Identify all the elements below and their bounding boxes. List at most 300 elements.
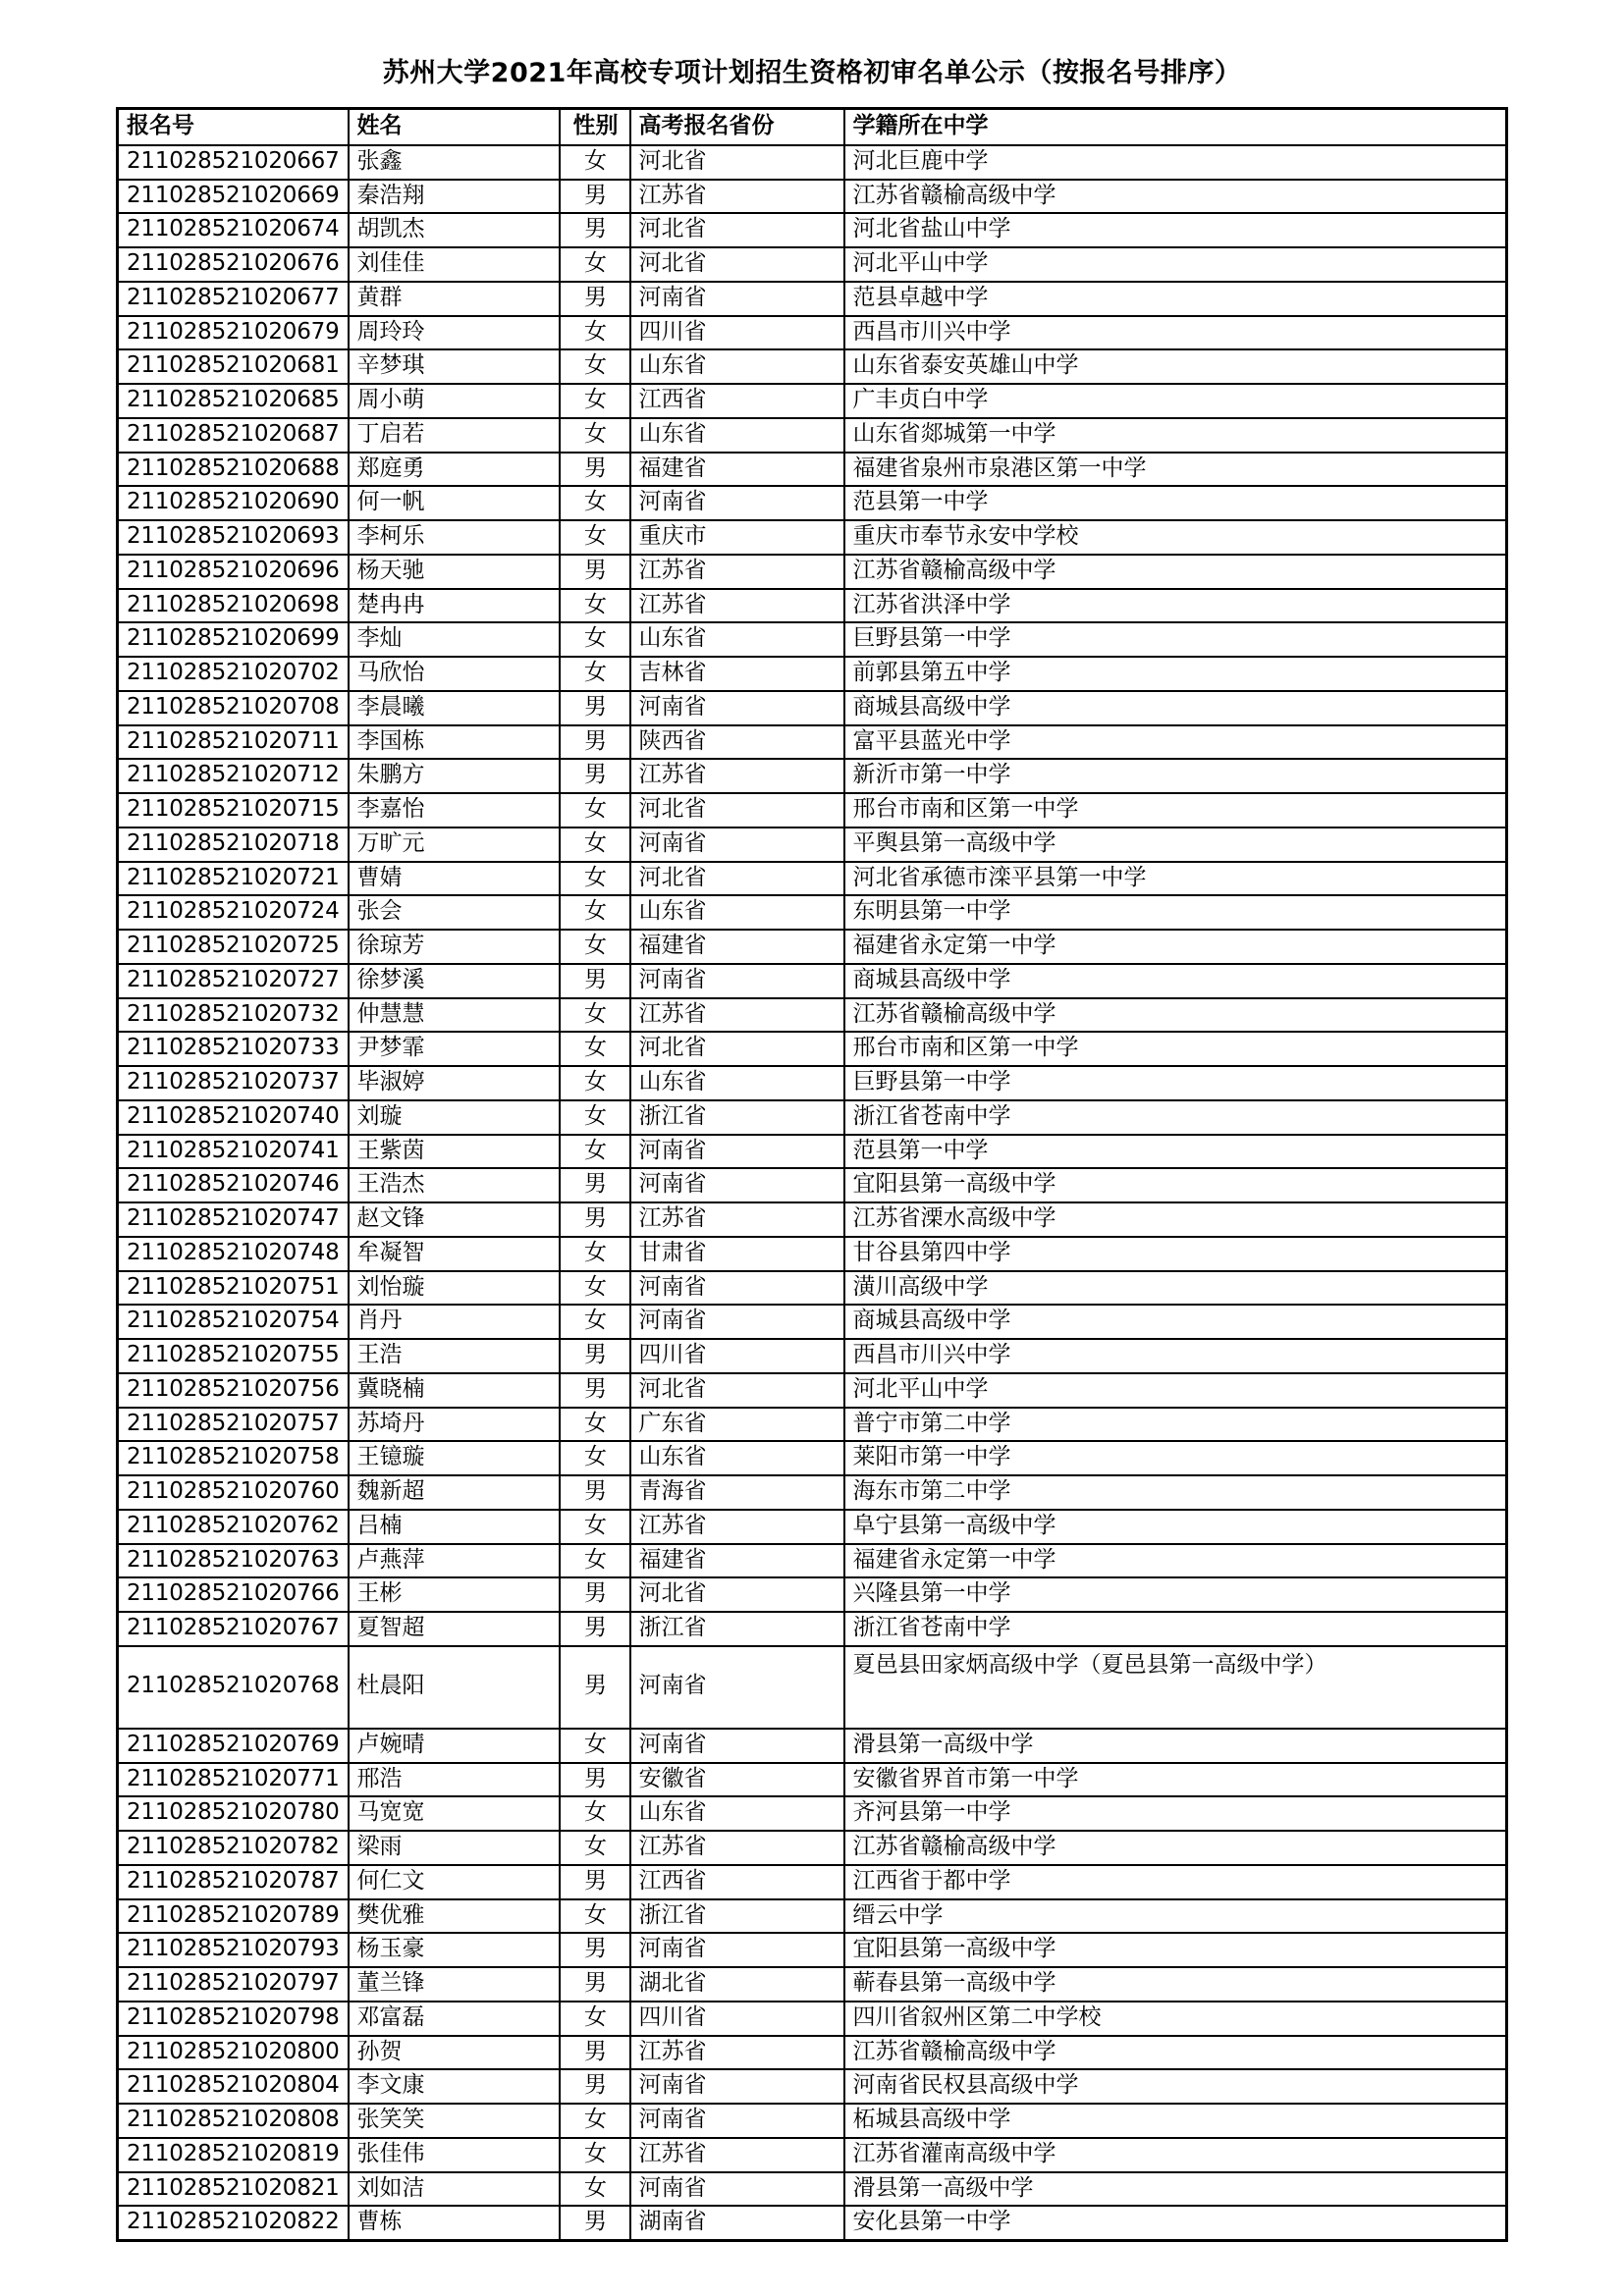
cell-registration-number: 211028521020708 bbox=[118, 691, 349, 725]
cell-gender: 女 bbox=[560, 1899, 630, 1934]
cell-gender: 女 bbox=[560, 1066, 630, 1100]
cell-registration-number: 211028521020793 bbox=[118, 1933, 349, 1967]
cell-name: 王浩杰 bbox=[349, 1168, 560, 1202]
cell-name: 李晨曦 bbox=[349, 691, 560, 725]
cell-name: 杨天驰 bbox=[349, 555, 560, 589]
cell-gender: 男 bbox=[560, 1646, 630, 1729]
cell-name: 周小萌 bbox=[349, 384, 560, 418]
cell-name: 何仁文 bbox=[349, 1865, 560, 1899]
cell-name: 魏新超 bbox=[349, 1475, 560, 1510]
cell-name: 王紫茵 bbox=[349, 1135, 560, 1169]
cell-school: 东明县第一中学 bbox=[844, 895, 1507, 930]
cell-registration-number: 211028521020822 bbox=[118, 2206, 349, 2240]
cell-school: 阜宁县第一高级中学 bbox=[844, 1510, 1507, 1544]
table-row bbox=[118, 1544, 1507, 1578]
cell-exam-province: 广东省 bbox=[630, 1408, 844, 1442]
cell-gender: 女 bbox=[560, 1510, 630, 1544]
cell-school: 四川省叙州区第二中学校 bbox=[844, 2002, 1507, 2036]
cell-gender: 男 bbox=[560, 1168, 630, 1202]
cell-school: 西昌市川兴中学 bbox=[844, 1339, 1507, 1373]
cell-registration-number: 211028521020693 bbox=[118, 520, 349, 555]
table-row bbox=[118, 1066, 1507, 1100]
cell-school: 西昌市川兴中学 bbox=[844, 316, 1507, 350]
cell-registration-number: 211028521020769 bbox=[118, 1729, 349, 1763]
cell-name: 周玲玲 bbox=[349, 316, 560, 350]
cell-exam-province: 河北省 bbox=[630, 213, 844, 247]
cell-school: 莱阳市第一中学 bbox=[844, 1441, 1507, 1475]
cell-exam-province: 四川省 bbox=[630, 316, 844, 350]
cell-exam-province: 山东省 bbox=[630, 895, 844, 930]
table-row bbox=[118, 1646, 1507, 1729]
cell-registration-number: 211028521020741 bbox=[118, 1135, 349, 1169]
cell-exam-province: 河南省 bbox=[630, 1646, 844, 1729]
cell-school: 重庆市奉节永安中学校 bbox=[844, 520, 1507, 555]
cell-registration-number: 211028521020676 bbox=[118, 247, 349, 282]
table-row bbox=[118, 486, 1507, 520]
cell-school: 江苏省洪泽中学 bbox=[844, 589, 1507, 623]
cell-gender: 女 bbox=[560, 145, 630, 180]
cell-gender: 女 bbox=[560, 1729, 630, 1763]
cell-name: 杨玉豪 bbox=[349, 1933, 560, 1967]
cell-name: 万旷元 bbox=[349, 828, 560, 862]
cell-gender: 女 bbox=[560, 622, 630, 657]
cell-exam-province: 湖南省 bbox=[630, 2206, 844, 2240]
cell-exam-province: 江苏省 bbox=[630, 1510, 844, 1544]
table-row bbox=[118, 1135, 1507, 1169]
cell-school: 邢台市南和区第一中学 bbox=[844, 793, 1507, 828]
cell-exam-province: 河南省 bbox=[630, 691, 844, 725]
cell-name: 董兰锋 bbox=[349, 1967, 560, 2002]
roster-table bbox=[116, 107, 1508, 2242]
table-row bbox=[118, 998, 1507, 1033]
cell-school: 山东省郯城第一中学 bbox=[844, 418, 1507, 453]
column-header-exam-province: 高考报名省份 bbox=[630, 109, 844, 145]
cell-gender: 女 bbox=[560, 384, 630, 418]
table-row bbox=[118, 1100, 1507, 1135]
cell-exam-province: 青海省 bbox=[630, 1475, 844, 1510]
cell-school: 福建省泉州市泉港区第一中学 bbox=[844, 453, 1507, 487]
table-row bbox=[118, 1763, 1507, 1797]
cell-registration-number: 211028521020688 bbox=[118, 453, 349, 487]
cell-school: 商城县高级中学 bbox=[844, 964, 1507, 998]
table-row bbox=[118, 2206, 1507, 2240]
cell-school: 兴隆县第一中学 bbox=[844, 1577, 1507, 1612]
cell-school: 江西省于都中学 bbox=[844, 1865, 1507, 1899]
cell-exam-province: 河北省 bbox=[630, 862, 844, 896]
cell-name: 何一帆 bbox=[349, 486, 560, 520]
cell-exam-province: 浙江省 bbox=[630, 1100, 844, 1135]
table-row bbox=[118, 1237, 1507, 1271]
table-row bbox=[118, 1865, 1507, 1899]
table-row bbox=[118, 1202, 1507, 1237]
cell-exam-province: 河北省 bbox=[630, 145, 844, 180]
cell-registration-number: 211028521020756 bbox=[118, 1373, 349, 1408]
cell-gender: 女 bbox=[560, 1441, 630, 1475]
table-row bbox=[118, 759, 1507, 793]
cell-exam-province: 河北省 bbox=[630, 247, 844, 282]
cell-school: 江苏省赣榆高级中学 bbox=[844, 555, 1507, 589]
cell-name: 邓富磊 bbox=[349, 2002, 560, 2036]
cell-registration-number: 211028521020797 bbox=[118, 1967, 349, 2002]
cell-school: 河北平山中学 bbox=[844, 247, 1507, 282]
cell-exam-province: 河北省 bbox=[630, 793, 844, 828]
cell-registration-number: 211028521020681 bbox=[118, 349, 349, 384]
cell-name: 樊优雅 bbox=[349, 1899, 560, 1934]
table-row bbox=[118, 1373, 1507, 1408]
table-row bbox=[118, 316, 1507, 350]
cell-gender: 女 bbox=[560, 1796, 630, 1831]
table-row bbox=[118, 1967, 1507, 2002]
table-row bbox=[118, 1271, 1507, 1306]
cell-exam-province: 河南省 bbox=[630, 2104, 844, 2138]
cell-gender: 男 bbox=[560, 213, 630, 247]
table-row bbox=[118, 1408, 1507, 1442]
cell-registration-number: 211028521020747 bbox=[118, 1202, 349, 1237]
cell-gender: 女 bbox=[560, 247, 630, 282]
cell-registration-number: 211028521020821 bbox=[118, 2172, 349, 2207]
cell-registration-number: 211028521020819 bbox=[118, 2138, 349, 2172]
cell-name: 秦浩翔 bbox=[349, 180, 560, 214]
cell-name: 肖丹 bbox=[349, 1305, 560, 1339]
cell-gender: 男 bbox=[560, 2206, 630, 2240]
cell-school: 范县第一中学 bbox=[844, 1135, 1507, 1169]
cell-gender: 男 bbox=[560, 1339, 630, 1373]
cell-exam-province: 山东省 bbox=[630, 1796, 844, 1831]
cell-school: 潢川高级中学 bbox=[844, 1271, 1507, 1306]
cell-registration-number: 211028521020702 bbox=[118, 657, 349, 691]
cell-school: 江苏省赣榆高级中学 bbox=[844, 2036, 1507, 2070]
cell-name: 李灿 bbox=[349, 622, 560, 657]
cell-school: 新沂市第一中学 bbox=[844, 759, 1507, 793]
cell-registration-number: 211028521020724 bbox=[118, 895, 349, 930]
table-row bbox=[118, 2036, 1507, 2070]
cell-registration-number: 211028521020718 bbox=[118, 828, 349, 862]
cell-name: 吕楠 bbox=[349, 1510, 560, 1544]
cell-name: 朱鹏方 bbox=[349, 759, 560, 793]
cell-school: 商城县高级中学 bbox=[844, 691, 1507, 725]
cell-exam-province: 河南省 bbox=[630, 2172, 844, 2207]
cell-exam-province: 山东省 bbox=[630, 349, 844, 384]
cell-gender: 女 bbox=[560, 1135, 630, 1169]
table-row bbox=[118, 1510, 1507, 1544]
cell-name: 刘佳佳 bbox=[349, 247, 560, 282]
table-row bbox=[118, 793, 1507, 828]
cell-registration-number: 211028521020763 bbox=[118, 1544, 349, 1578]
cell-registration-number: 211028521020746 bbox=[118, 1168, 349, 1202]
cell-gender: 男 bbox=[560, 725, 630, 760]
cell-gender: 男 bbox=[560, 282, 630, 316]
cell-name: 赵文锋 bbox=[349, 1202, 560, 1237]
cell-name: 马欣怡 bbox=[349, 657, 560, 691]
table-row bbox=[118, 247, 1507, 282]
cell-name: 楚冉冉 bbox=[349, 589, 560, 623]
cell-gender: 男 bbox=[560, 1865, 630, 1899]
cell-gender: 男 bbox=[560, 1967, 630, 2002]
cell-registration-number: 211028521020727 bbox=[118, 964, 349, 998]
cell-registration-number: 211028521020800 bbox=[118, 2036, 349, 2070]
cell-registration-number: 211028521020690 bbox=[118, 486, 349, 520]
cell-gender: 男 bbox=[560, 453, 630, 487]
column-header-school: 学籍所在中学 bbox=[844, 109, 1507, 145]
roster-table-container bbox=[0, 107, 1624, 2242]
table-row bbox=[118, 145, 1507, 180]
cell-school: 广丰贞白中学 bbox=[844, 384, 1507, 418]
cell-gender: 女 bbox=[560, 1237, 630, 1271]
table-row bbox=[118, 828, 1507, 862]
cell-exam-province: 河南省 bbox=[630, 1729, 844, 1763]
column-header-registration-number: 报名号 bbox=[118, 109, 349, 145]
cell-name: 刘怡璇 bbox=[349, 1271, 560, 1306]
cell-registration-number: 211028521020760 bbox=[118, 1475, 349, 1510]
cell-school: 滑县第一高级中学 bbox=[844, 2172, 1507, 2207]
cell-gender: 女 bbox=[560, 1408, 630, 1442]
cell-gender: 女 bbox=[560, 486, 630, 520]
cell-name: 王镱璇 bbox=[349, 1441, 560, 1475]
table-row bbox=[118, 964, 1507, 998]
table-row bbox=[118, 2104, 1507, 2138]
cell-name: 郑庭勇 bbox=[349, 453, 560, 487]
cell-name: 邢浩 bbox=[349, 1763, 560, 1797]
cell-school: 江苏省灌南高级中学 bbox=[844, 2138, 1507, 2172]
cell-school: 邢台市南和区第一中学 bbox=[844, 1032, 1507, 1066]
cell-exam-province: 河南省 bbox=[630, 1305, 844, 1339]
cell-registration-number: 211028521020751 bbox=[118, 1271, 349, 1306]
cell-exam-province: 四川省 bbox=[630, 1339, 844, 1373]
table-row bbox=[118, 418, 1507, 453]
table-row bbox=[118, 1441, 1507, 1475]
cell-exam-province: 浙江省 bbox=[630, 1612, 844, 1646]
cell-gender: 女 bbox=[560, 1100, 630, 1135]
table-row bbox=[118, 589, 1507, 623]
table-row bbox=[118, 1729, 1507, 1763]
cell-exam-province: 河南省 bbox=[630, 282, 844, 316]
cell-name: 尹梦霏 bbox=[349, 1032, 560, 1066]
cell-name: 冀晓楠 bbox=[349, 1373, 560, 1408]
cell-name: 杜晨阳 bbox=[349, 1646, 560, 1729]
cell-school: 齐河县第一中学 bbox=[844, 1796, 1507, 1831]
cell-exam-province: 江苏省 bbox=[630, 180, 844, 214]
cell-registration-number: 211028521020787 bbox=[118, 1865, 349, 1899]
cell-gender: 女 bbox=[560, 862, 630, 896]
cell-registration-number: 211028521020685 bbox=[118, 384, 349, 418]
cell-name: 张鑫 bbox=[349, 145, 560, 180]
column-header-gender: 性别 bbox=[560, 109, 630, 145]
cell-name: 苏埼丹 bbox=[349, 1408, 560, 1442]
cell-registration-number: 211028521020740 bbox=[118, 1100, 349, 1135]
cell-exam-province: 河北省 bbox=[630, 1032, 844, 1066]
cell-school: 河北平山中学 bbox=[844, 1373, 1507, 1408]
cell-registration-number: 211028521020674 bbox=[118, 213, 349, 247]
table-row bbox=[118, 555, 1507, 589]
cell-exam-province: 江苏省 bbox=[630, 1202, 844, 1237]
table-row bbox=[118, 691, 1507, 725]
table-row bbox=[118, 1475, 1507, 1510]
cell-school: 缙云中学 bbox=[844, 1899, 1507, 1934]
table-row bbox=[118, 657, 1507, 691]
cell-school: 福建省永定第一中学 bbox=[844, 1544, 1507, 1578]
cell-school: 海东市第二中学 bbox=[844, 1475, 1507, 1510]
cell-registration-number: 211028521020808 bbox=[118, 2104, 349, 2138]
cell-exam-province: 湖北省 bbox=[630, 1967, 844, 2002]
cell-exam-province: 陕西省 bbox=[630, 725, 844, 760]
cell-exam-province: 河南省 bbox=[630, 1933, 844, 1967]
cell-exam-province: 重庆市 bbox=[630, 520, 844, 555]
cell-registration-number: 211028521020758 bbox=[118, 1441, 349, 1475]
cell-registration-number: 211028521020768 bbox=[118, 1646, 349, 1729]
cell-school: 平舆县第一高级中学 bbox=[844, 828, 1507, 862]
cell-registration-number: 211028521020667 bbox=[118, 145, 349, 180]
cell-exam-province: 河南省 bbox=[630, 1271, 844, 1306]
table-row bbox=[118, 2069, 1507, 2104]
table-row bbox=[118, 282, 1507, 316]
table-row bbox=[118, 453, 1507, 487]
cell-name: 张会 bbox=[349, 895, 560, 930]
table-row bbox=[118, 1796, 1507, 1831]
cell-registration-number: 211028521020679 bbox=[118, 316, 349, 350]
table-row bbox=[118, 895, 1507, 930]
cell-name: 李柯乐 bbox=[349, 520, 560, 555]
cell-gender: 女 bbox=[560, 1544, 630, 1578]
cell-name: 刘璇 bbox=[349, 1100, 560, 1135]
cell-gender: 女 bbox=[560, 349, 630, 384]
cell-name: 李文康 bbox=[349, 2069, 560, 2104]
table-row bbox=[118, 384, 1507, 418]
cell-school: 江苏省赣榆高级中学 bbox=[844, 180, 1507, 214]
cell-registration-number: 211028521020757 bbox=[118, 1408, 349, 1442]
cell-school: 巨野县第一中学 bbox=[844, 622, 1507, 657]
cell-exam-province: 江苏省 bbox=[630, 998, 844, 1033]
table-row bbox=[118, 520, 1507, 555]
cell-school: 普宁市第二中学 bbox=[844, 1408, 1507, 1442]
cell-school: 富平县蓝光中学 bbox=[844, 725, 1507, 760]
cell-registration-number: 211028521020721 bbox=[118, 862, 349, 896]
cell-registration-number: 211028521020762 bbox=[118, 1510, 349, 1544]
cell-name: 徐琼芳 bbox=[349, 930, 560, 964]
cell-name: 曹婧 bbox=[349, 862, 560, 896]
cell-registration-number: 211028521020780 bbox=[118, 1796, 349, 1831]
cell-exam-province: 甘肃省 bbox=[630, 1237, 844, 1271]
cell-gender: 女 bbox=[560, 1831, 630, 1865]
cell-exam-province: 山东省 bbox=[630, 418, 844, 453]
cell-name: 卢婉晴 bbox=[349, 1729, 560, 1763]
cell-name: 刘如洁 bbox=[349, 2172, 560, 2207]
cell-exam-province: 安徽省 bbox=[630, 1763, 844, 1797]
cell-exam-province: 河南省 bbox=[630, 964, 844, 998]
cell-registration-number: 211028521020698 bbox=[118, 589, 349, 623]
cell-name: 王彬 bbox=[349, 1577, 560, 1612]
table-row bbox=[118, 1933, 1507, 1967]
cell-exam-province: 江苏省 bbox=[630, 2036, 844, 2070]
cell-exam-province: 四川省 bbox=[630, 2002, 844, 2036]
cell-gender: 女 bbox=[560, 2172, 630, 2207]
cell-gender: 男 bbox=[560, 555, 630, 589]
cell-gender: 男 bbox=[560, 1475, 630, 1510]
cell-registration-number: 211028521020766 bbox=[118, 1577, 349, 1612]
table-row bbox=[118, 1831, 1507, 1865]
cell-school: 滑县第一高级中学 bbox=[844, 1729, 1507, 1763]
cell-gender: 女 bbox=[560, 930, 630, 964]
cell-school: 江苏省赣榆高级中学 bbox=[844, 998, 1507, 1033]
table-row bbox=[118, 930, 1507, 964]
table-row bbox=[118, 862, 1507, 896]
table-row bbox=[118, 2002, 1507, 2036]
cell-gender: 女 bbox=[560, 2138, 630, 2172]
cell-name: 孙贺 bbox=[349, 2036, 560, 2070]
cell-exam-province: 山东省 bbox=[630, 1066, 844, 1100]
cell-school: 福建省永定第一中学 bbox=[844, 930, 1507, 964]
cell-exam-province: 河南省 bbox=[630, 1168, 844, 1202]
cell-gender: 男 bbox=[560, 1763, 630, 1797]
cell-school: 宜阳县第一高级中学 bbox=[844, 1933, 1507, 1967]
cell-name: 张佳伟 bbox=[349, 2138, 560, 2172]
cell-registration-number: 211028521020725 bbox=[118, 930, 349, 964]
cell-school: 浙江省苍南中学 bbox=[844, 1612, 1507, 1646]
cell-exam-province: 浙江省 bbox=[630, 1899, 844, 1934]
cell-registration-number: 211028521020771 bbox=[118, 1763, 349, 1797]
table-row bbox=[118, 180, 1507, 214]
cell-gender: 女 bbox=[560, 1305, 630, 1339]
table-row bbox=[118, 1168, 1507, 1202]
cell-school: 巨野县第一中学 bbox=[844, 1066, 1507, 1100]
cell-registration-number: 211028521020754 bbox=[118, 1305, 349, 1339]
cell-school: 安化县第一中学 bbox=[844, 2206, 1507, 2240]
table-header-row bbox=[118, 109, 1507, 145]
cell-registration-number: 211028521020804 bbox=[118, 2069, 349, 2104]
cell-exam-province: 山东省 bbox=[630, 1441, 844, 1475]
table-header bbox=[118, 109, 1507, 145]
cell-school: 范县第一中学 bbox=[844, 486, 1507, 520]
cell-school: 江苏省溧水高级中学 bbox=[844, 1202, 1507, 1237]
cell-gender: 女 bbox=[560, 418, 630, 453]
cell-exam-province: 江苏省 bbox=[630, 1831, 844, 1865]
cell-exam-province: 河北省 bbox=[630, 1577, 844, 1612]
cell-exam-province: 江苏省 bbox=[630, 759, 844, 793]
cell-exam-province: 江苏省 bbox=[630, 2138, 844, 2172]
cell-gender: 男 bbox=[560, 180, 630, 214]
cell-school: 河北巨鹿中学 bbox=[844, 145, 1507, 180]
cell-registration-number: 211028521020789 bbox=[118, 1899, 349, 1934]
cell-gender: 女 bbox=[560, 520, 630, 555]
cell-gender: 男 bbox=[560, 691, 630, 725]
cell-school: 山东省泰安英雄山中学 bbox=[844, 349, 1507, 384]
cell-name: 仲慧慧 bbox=[349, 998, 560, 1033]
cell-name: 胡凯杰 bbox=[349, 213, 560, 247]
cell-name: 李国栋 bbox=[349, 725, 560, 760]
cell-registration-number: 211028521020798 bbox=[118, 2002, 349, 2036]
cell-school: 商城县高级中学 bbox=[844, 1305, 1507, 1339]
cell-name: 卢燕萍 bbox=[349, 1544, 560, 1578]
cell-exam-province: 福建省 bbox=[630, 1544, 844, 1578]
cell-registration-number: 211028521020748 bbox=[118, 1237, 349, 1271]
cell-registration-number: 211028521020699 bbox=[118, 622, 349, 657]
cell-gender: 女 bbox=[560, 793, 630, 828]
cell-exam-province: 河南省 bbox=[630, 1135, 844, 1169]
table-row bbox=[118, 1577, 1507, 1612]
table-row bbox=[118, 2138, 1507, 2172]
cell-school: 夏邑县田家炳高级中学（夏邑县第一高级中学） bbox=[844, 1646, 1507, 1729]
cell-gender: 女 bbox=[560, 895, 630, 930]
cell-name: 毕淑婷 bbox=[349, 1066, 560, 1100]
cell-gender: 女 bbox=[560, 828, 630, 862]
column-header-name: 姓名 bbox=[349, 109, 560, 145]
cell-exam-province: 江西省 bbox=[630, 1865, 844, 1899]
table-row bbox=[118, 1612, 1507, 1646]
cell-name: 辛梦琪 bbox=[349, 349, 560, 384]
cell-school: 江苏省赣榆高级中学 bbox=[844, 1831, 1507, 1865]
cell-school: 浙江省苍南中学 bbox=[844, 1100, 1507, 1135]
cell-exam-province: 福建省 bbox=[630, 930, 844, 964]
cell-gender: 女 bbox=[560, 2002, 630, 2036]
